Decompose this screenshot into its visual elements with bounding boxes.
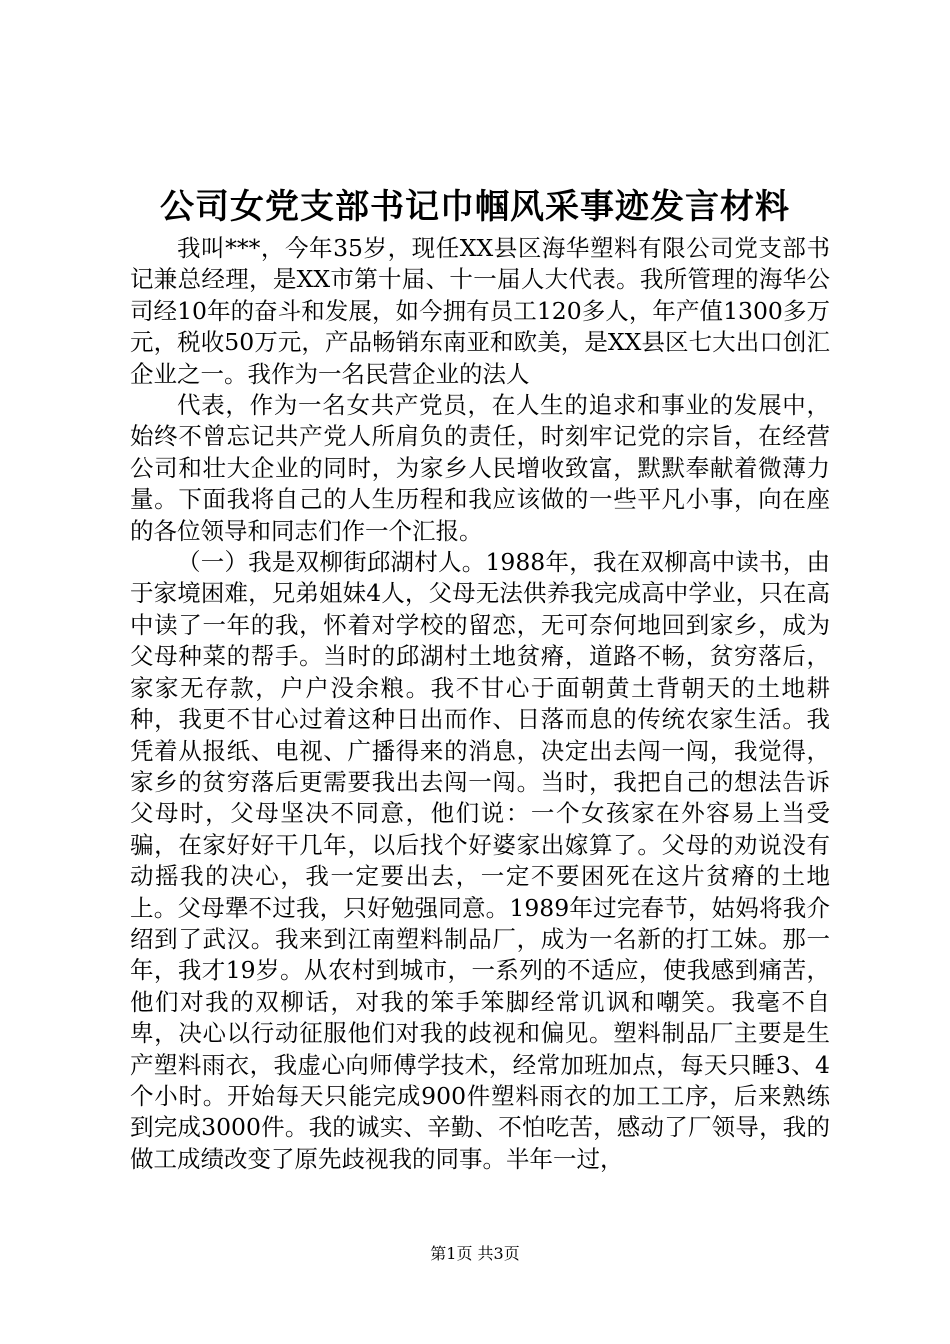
paragraph-representative: 代表，作为一名女共产党员，在人生的追求和事业的发展中，始终不曾忘记共产党人所肩负的责任，时刻牢记党的宗旨，在经营公司和壮大企业的同时，为家乡人民增收致富，默默奉献着微薄力量。下面我将自己的人生历程和我应该做的一些平凡小事，向在座的各位领导和同志们作一个汇报。 xyxy=(130,391,830,545)
document-title: 公司女党支部书记巾帼风采事迹发言材料 xyxy=(160,187,790,227)
paragraph-intro: 我叫***，今年35岁，现任XX县区海华塑料有限公司党支部书记兼总经理，是XX市第十届、十一届人大代表。我所管理的海华公司经10年的奋斗和发展，如今拥有员工120多人，年产值1300多万元，税收50万元，产品畅销东南亚和欧美，是XX县区七大出口创汇企业之一。我作为一名民营企业的法人 xyxy=(130,234,830,388)
paragraph-section-one: （一）我是双柳街邱湖村人。1988年，我在双柳高中读书，由于家境困难，兄弟姐妹4人，父母无法供养我完成高中学业，只在高中读了一年的我，怀着对学校的留恋，无可奈何地回到家乡，成为父母种菜的帮手。当时的邱湖村土地贫瘠，道路不畅，贫穷落后，家家无存款，户户没余粮。我不甘心于面朝黄土背朝天的土地耕种，我更不甘心过着这种日出而作、日落而息的传统农家生活。我凭着从报纸、电视、广播得来的消息，决定出去闯一闯，我觉得，家乡的贫穷落后更需要我出去闯一闯。当时，我把自己的想法告诉父母时，父母坚决不同意，他们说：一个女孩家在外容易上当受骗，在家好好干几年，以后找个好婆家出嫁算了。父母的劝说没有动摇我的决心，我一定要出去，一定不要困死在这片贫瘠的土地上。父母犟不过我，只好勉强同意。1989年过完春节，姑妈将我介绍到了武汉。我来到江南塑料制品厂，成为一名新的打工妹。那一年，我才19岁。从农村到城市，一系列的不适应，使我感到痛苦，他们对我的双柳话，对我的笨手笨脚经常讥讽和嘲笑。我毫不自卑，决心以行动征服他们对我的歧视和偏见。塑料制品厂主要是生产塑料雨衣，我虚心向师傅学技术，经常加班加点，每天只睡3、4个小时。开始每天只能完成900件塑料雨衣的加工工序，后来熟练到完成3000件。我的诚实、辛勤、不怕吃苦，感动了厂领导，我的做工成绩改变了原先歧视我的同事。半年一过， xyxy=(130,548,830,1173)
document-body xyxy=(130,233,830,1175)
page-number-footer: 第1页 共3页 xyxy=(430,1244,520,1263)
